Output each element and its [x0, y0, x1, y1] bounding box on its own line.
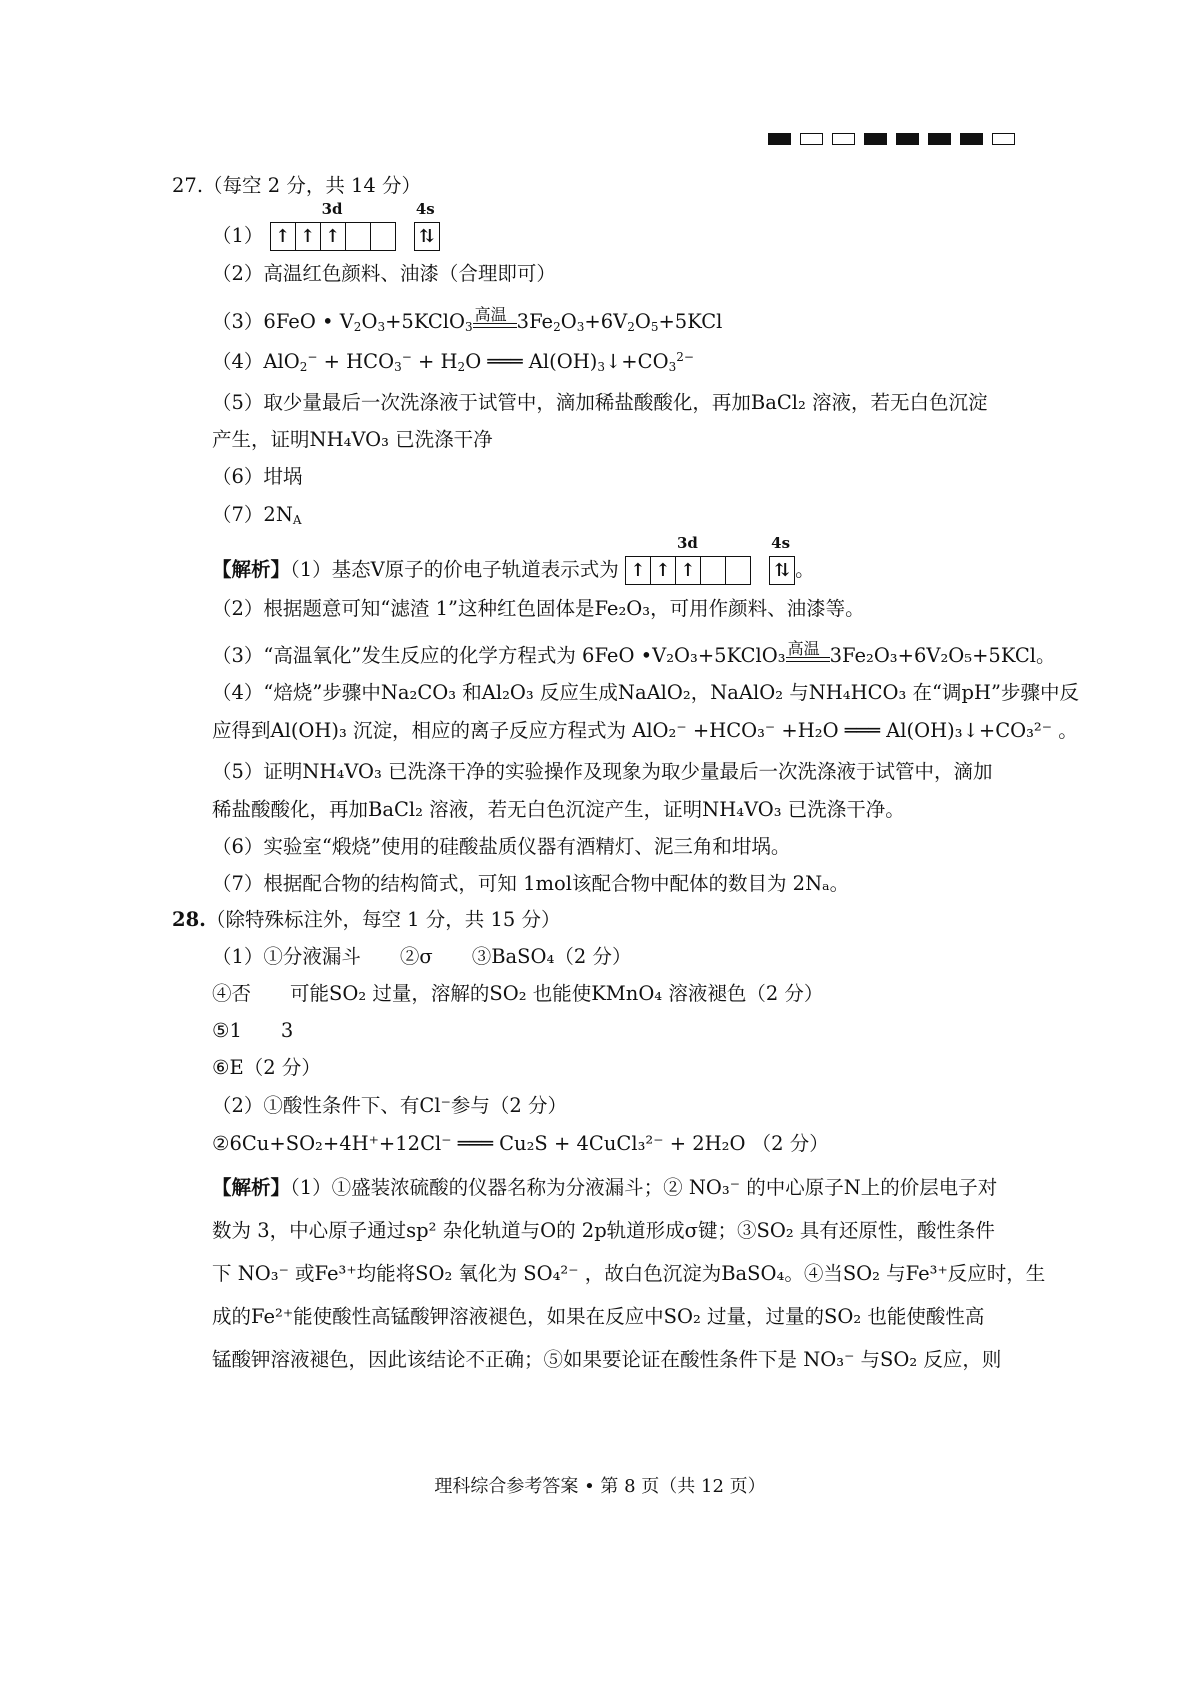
page-mark	[800, 133, 823, 145]
answer-text: （7）2N	[212, 503, 293, 526]
q27-analysis-5-line2: 稀盐酸酸化，再加BaCl₂ 溶液，若无白色沉淀产生，证明NH₄VO₃ 已洗涤干净。	[212, 798, 905, 821]
q28-answer-3: ⑤1 3	[212, 1019, 294, 1042]
question-number: 28.	[172, 908, 206, 931]
q28-analysis-5: 锰酸钾溶液褪色，因此该结论不正确；⑤如果要论证在酸性条件下是 NO₃⁻ 与SO₂ 反应，则	[212, 1348, 1002, 1371]
page-footer: 理科综合参考答案 • 第 8 页（共 12 页）	[434, 1476, 766, 1497]
answer-number: （1）	[212, 224, 264, 247]
q28-answer-5: （2）①酸性条件下、有Cl⁻参与（2 分）	[212, 1094, 567, 1117]
q27-analysis-3	[212, 640, 1056, 668]
q27-answer-7	[212, 499, 302, 527]
q27-analysis-4-line1: （4）“焙烧”步骤中Na₂CO₃ 和Al₂O₃ 反应生成NaAlO₂，NaAlO₂ 与NH₄HCO₃ 在“调pH”步骤中反	[212, 681, 1079, 704]
orbital-4s: 4s ⇅	[769, 556, 795, 585]
q27-answer-3: （3）6FeO • $V_2O_3+5KClO_3$ 高温 $3Fe_2O_3+6V_2O_5+5KCl$	[212, 306, 722, 334]
analysis-tag: 【解析】	[212, 1176, 291, 1199]
q27-header: 27.（每空 2 分，共 14 分）	[172, 174, 422, 197]
page-mark	[864, 133, 887, 145]
q28-analysis-1	[212, 1172, 997, 1200]
orbital-label-4s: 4s	[771, 534, 791, 552]
orbital-label-4s: 4s	[415, 200, 435, 218]
analysis-text: （1）①盛装浓硫酸的仪器名称为分液漏斗；② NO₃⁻ 的中心原子N上的价层电子对	[290, 1176, 998, 1199]
q27-analysis-7: （7）根据配合物的结构简式，可知 1mol该配合物中配体的数目为 2Nₐ。	[212, 872, 850, 895]
page-marks	[768, 133, 1015, 145]
q27-answer-5-line2: 产生，证明NH₄VO₃ 已洗涤干净	[212, 428, 493, 451]
orbital-3d: 3d ↑ ↑ ↑	[270, 222, 396, 251]
page-mark	[928, 133, 951, 145]
page-mark	[992, 133, 1015, 145]
q27-answer-6: （6）坩埚	[212, 465, 303, 488]
q27-answer-1	[212, 200, 440, 251]
q27-analysis-6: （6）实验室“煅烧”使用的硅酸盐质仪器有酒精灯、泥三角和坩埚。	[212, 835, 791, 858]
subscript: A	[292, 513, 302, 527]
q27-answer-4: $(4)AlO_2^- + HCO_3^- + H_2O$ ═══ $Al(OH)_3↓+CO_3^{2-}$	[212, 350, 694, 374]
q28-analysis-2: 数为 3，中心原子通过sp² 杂化轨道与O的 2p轨道形成σ键；③SO₂ 具有还原性，酸性条件	[212, 1219, 995, 1242]
equation-text: （3）6FeO • V	[212, 310, 354, 333]
q28-answer-6: ②6Cu+SO₂+4H⁺+12Cl⁻ ═══ Cu₂S + 4CuCl₃²⁻ + 2H₂O （2 分）	[212, 1132, 829, 1155]
q27-analysis-5-line1: （5）证明NH₄VO₃ 已洗涤干净的实验操作及现象为取少量最后一次洗涤液于试管中，滴加	[212, 760, 993, 783]
q27-analysis-2: （2）根据题意可知“滤渣 1”这种红色固体是Fe₂O₃，可用作颜料、油漆等。	[212, 597, 865, 620]
page-mark	[832, 133, 855, 145]
q27-analysis-1: 【解析】（1）基态V原子的价电子轨道表示式为 3d ↑ ↑ ↑ 4s ⇅ 。	[212, 554, 815, 585]
analysis-text: 3Fe₂O₃+6V₂O₅+5KCl。	[829, 644, 1056, 667]
reaction-condition: 高温	[474, 305, 507, 324]
q27-answer-5-line1: （5）取少量最后一次洗涤液于试管中，滴加稀盐酸酸化，再加BaCl₂ 溶液，若无白色沉淀	[212, 391, 988, 414]
analysis-text: （1）基态V原子的价电子轨道表示式为	[290, 558, 619, 581]
q28-analysis-4: 成的Fe²⁺能使酸性高锰酸钾溶液褪色，如果在反应中SO₂ 过量，过量的SO₂ 也能使酸性高	[212, 1305, 985, 1328]
orbital-4s: 4s ⇅	[414, 222, 440, 251]
analysis-tag: 【解析】	[212, 558, 291, 581]
reaction-condition: 高温	[787, 639, 820, 658]
q28-answer-1: （1）①分液漏斗 ②σ ③BaSO₄（2 分）	[212, 945, 632, 968]
q27-answer-2: （2）高温红色颜料、油漆（合理即可）	[212, 262, 556, 285]
q28-analysis-3: 下 NO₃⁻ 或Fe³⁺均能将SO₂ 氧化为 SO₄²⁻ ，故白色沉淀为BaSO₄。④当SO₂ 与Fe³⁺反应时，生	[212, 1262, 1046, 1285]
page-mark	[960, 133, 983, 145]
orbital-label-3d: 3d	[321, 200, 343, 218]
q27-analysis-4-line2: 应得到Al(OH)₃ 沉淀，相应的离子反应方程式为 AlO₂⁻ +HCO₃⁻ +H₂O ═══ Al(OH)₃↓+CO₃²⁻ 。	[212, 719, 1078, 742]
q28-answer-4: ⑥E（2 分）	[212, 1056, 321, 1079]
orbital-3d: 3d ↑ ↑ ↑	[625, 556, 751, 585]
answer-number: （4）	[212, 350, 264, 373]
question-header-text: （除特殊标注外，每空 1 分，共 15 分）	[205, 908, 561, 931]
orbital-label-3d: 3d	[676, 534, 698, 552]
page-mark	[896, 133, 919, 145]
analysis-text: （3）“高温氧化”发生反应的化学方程式为 6FeO •V₂O₃+5KClO₃	[212, 644, 786, 667]
page-mark	[768, 133, 791, 145]
q28-answer-2: ④否 可能SO₂ 过量，溶解的SO₂ 也能使KMnO₄ 溶液褪色（2 分）	[212, 982, 824, 1005]
q28-header	[172, 904, 560, 932]
